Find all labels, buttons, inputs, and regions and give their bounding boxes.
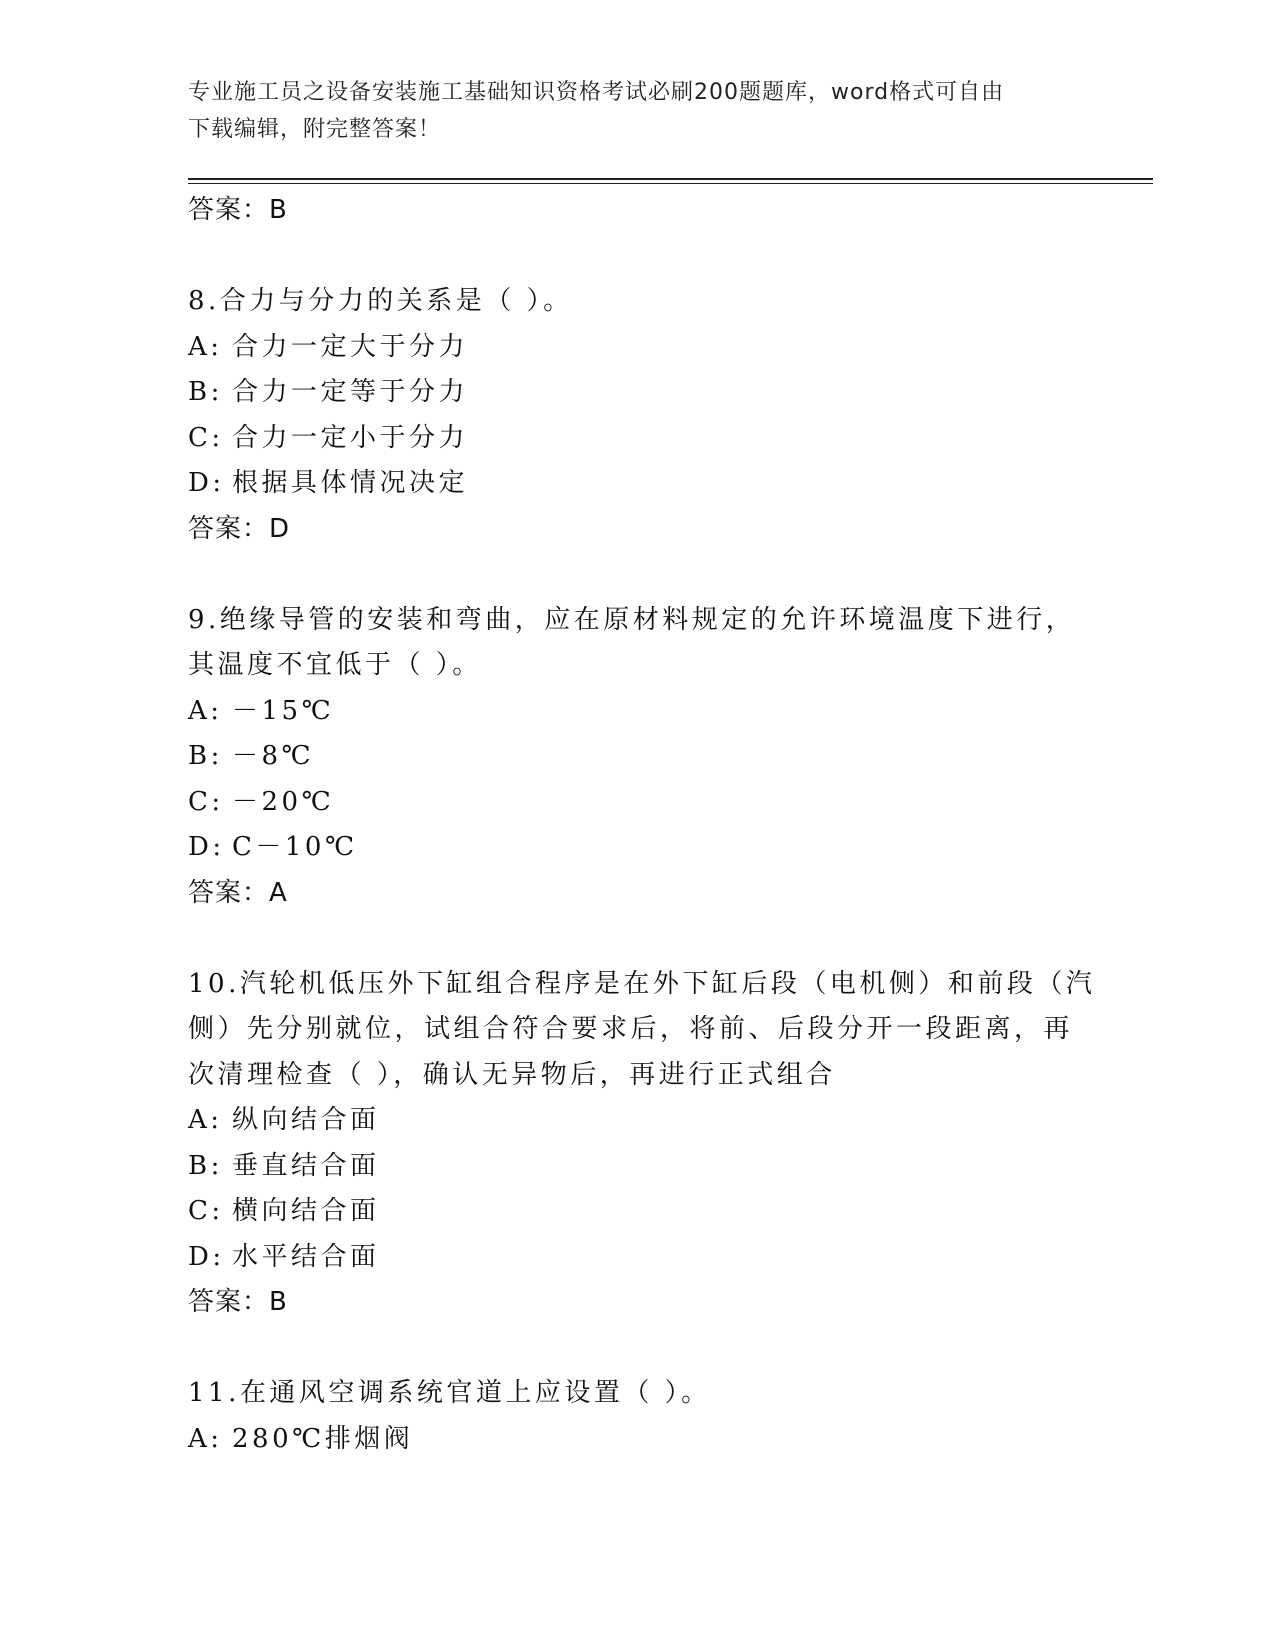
option-text: C－10℃ (232, 832, 358, 862)
option-d (188, 825, 1088, 871)
question-text: 次清理检查（ ），确认无异物后，再进行正式组合 (188, 1059, 836, 1090)
option-b (188, 1144, 1088, 1190)
answer-line: 答案：B (188, 195, 288, 225)
option-key: D: (188, 468, 225, 498)
question-text: 侧）先分别就位，试组合符合要求后，将前、后段分开一段距离，再 (188, 1014, 1074, 1044)
answer-line: 答案：A (188, 877, 288, 908)
option-text: －20℃ (232, 786, 335, 817)
option-b (188, 370, 1088, 416)
document-header (188, 74, 1088, 148)
option-text: 横向结合面 (232, 1196, 380, 1226)
option-key: A: (188, 1105, 223, 1135)
option-text: 垂直结合面 (232, 1150, 380, 1181)
option-key: A: (188, 1423, 223, 1454)
option-d (188, 461, 1088, 507)
spacer (188, 234, 1088, 280)
option-a (188, 325, 1088, 371)
option-text: 根据具体情况决定 (232, 468, 469, 498)
option-d (188, 1235, 1088, 1281)
option-a (188, 1417, 1088, 1463)
option-text: 合力一定小于分力 (232, 422, 469, 453)
option-a (188, 1098, 1088, 1144)
question-block (188, 279, 1088, 552)
spacer (188, 1326, 1088, 1372)
header-rule-thick (188, 178, 1153, 180)
option-key: B: (188, 741, 223, 771)
header-rule-thin (188, 183, 1153, 184)
option-key: C: (188, 786, 224, 817)
option-c (188, 1189, 1088, 1235)
option-b (188, 734, 1088, 780)
question-text: 9.绝缘导管的安装和弯曲，应在原材料规定的允许环境温度下进行， (188, 604, 1076, 635)
option-c (188, 416, 1088, 462)
question-text: 8.合力与分力的关系是（ ）。 (188, 286, 573, 316)
question-block (188, 598, 1088, 917)
answer-line: 答案：B (188, 1287, 288, 1317)
header-line: 下载编辑，附完整答案！ (188, 117, 442, 142)
spacer (188, 552, 1088, 598)
option-key: A: (188, 331, 223, 362)
option-text: －15℃ (232, 695, 335, 726)
question-text: 11.在通风空调系统官道上应设置（ ）。 (188, 1378, 711, 1408)
option-key: C: (188, 1196, 224, 1226)
option-key: B: (188, 1150, 223, 1181)
spacer (188, 916, 1088, 962)
option-key: C: (188, 422, 224, 453)
option-text: －8℃ (232, 741, 315, 771)
option-c (188, 780, 1088, 826)
question-list (188, 188, 1096, 1462)
option-key: D: (188, 1241, 225, 1272)
question-block (188, 962, 1096, 1326)
option-text: 合力一定等于分力 (232, 377, 469, 407)
option-text: 纵向结合面 (232, 1105, 380, 1135)
option-text: 水平结合面 (232, 1241, 380, 1272)
option-key: B: (188, 377, 223, 407)
header-line: 专业施工员之设备安装施工基础知识资格考试必刷200题题库，word格式可自由 (188, 80, 1005, 105)
option-a (188, 689, 1088, 735)
question-block (188, 1371, 1088, 1462)
option-text: 280℃排烟阀 (232, 1423, 414, 1454)
option-key: A: (188, 695, 223, 726)
question-text: 其温度不宜低于（ ）。 (188, 650, 482, 680)
option-key: D: (188, 832, 225, 862)
option-text: 合力一定大于分力 (232, 331, 469, 362)
question-text: 10.汽轮机低压外下缸组合程序是在外下缸后段（电机侧）和前段（汽 (188, 968, 1096, 999)
answer-line: 答案：D (188, 513, 291, 544)
